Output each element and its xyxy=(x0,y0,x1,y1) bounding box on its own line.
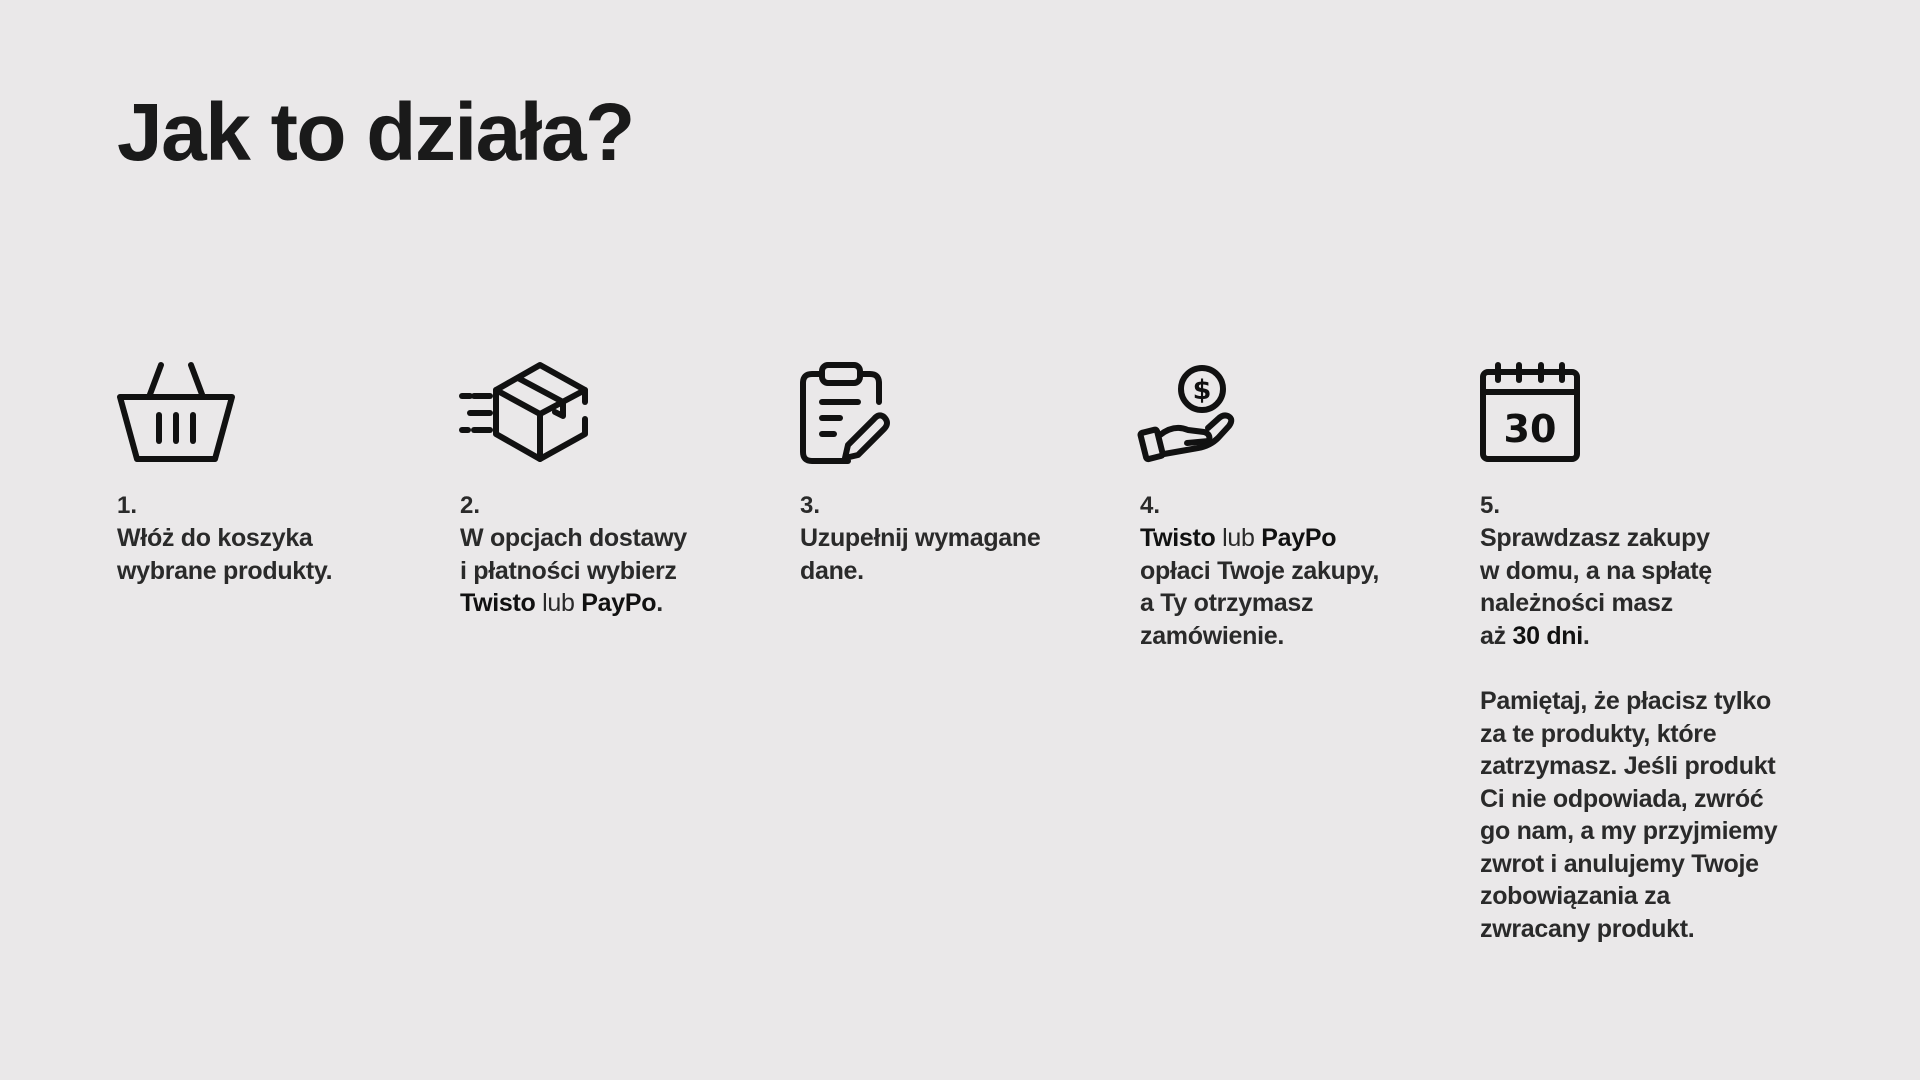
step-description: W opcjach dostawy i płatności wybierz Twisto lub PayPo. xyxy=(460,524,687,617)
step-1 xyxy=(117,362,332,587)
clipboard-pencil-icon xyxy=(800,362,1041,464)
step-description: Uzupełnij wymagane dane. xyxy=(800,524,1041,585)
step-number: 1. xyxy=(117,492,138,519)
step-description: Sprawdzasz zakupy w domu, a na spłatę należności masz aż 30 dni. xyxy=(1480,524,1712,650)
step-number: 4. xyxy=(1140,492,1161,519)
calendar-30-icon xyxy=(1480,362,1777,464)
highlight-30-days: 30 dni xyxy=(1512,621,1583,650)
calendar-number: 30 xyxy=(1503,407,1557,451)
brand-paypo: PayPo xyxy=(1261,524,1337,552)
step-3 xyxy=(800,362,1041,587)
step-number: 5. xyxy=(1480,492,1501,519)
brand-twisto: Twisto xyxy=(460,589,536,617)
step-description: Włóż do koszyka wybrane produkty. xyxy=(117,524,333,585)
step-number: 3. xyxy=(800,492,821,519)
step-number: 2. xyxy=(460,492,481,519)
brand-paypo: PayPo xyxy=(581,589,657,617)
brand-twisto: Twisto xyxy=(1140,524,1216,552)
page-title: Jak to działa? xyxy=(117,87,634,178)
step-2 xyxy=(460,362,687,620)
return-note: Pamiętaj, że płacisz tylko za te produkty, które zatrzymasz. Jeśli produkt Ci nie odpowiada, zwróć go nam, a my przyjmiemy zwrot i anulujemy Twoje zobowiązania za zwracany produkt. xyxy=(1480,687,1778,943)
step-5 xyxy=(1480,362,1777,945)
delivery-box-icon xyxy=(460,362,687,464)
step-description: Twisto lub PayPo opłaci Twoje zakupy, a Ty otrzymasz zamówienie. xyxy=(1140,524,1379,650)
basket-icon xyxy=(117,362,332,464)
svg-text:$: $ xyxy=(1192,375,1212,406)
hand-coin-dollar-icon xyxy=(1140,362,1379,464)
step-4 xyxy=(1140,362,1379,652)
